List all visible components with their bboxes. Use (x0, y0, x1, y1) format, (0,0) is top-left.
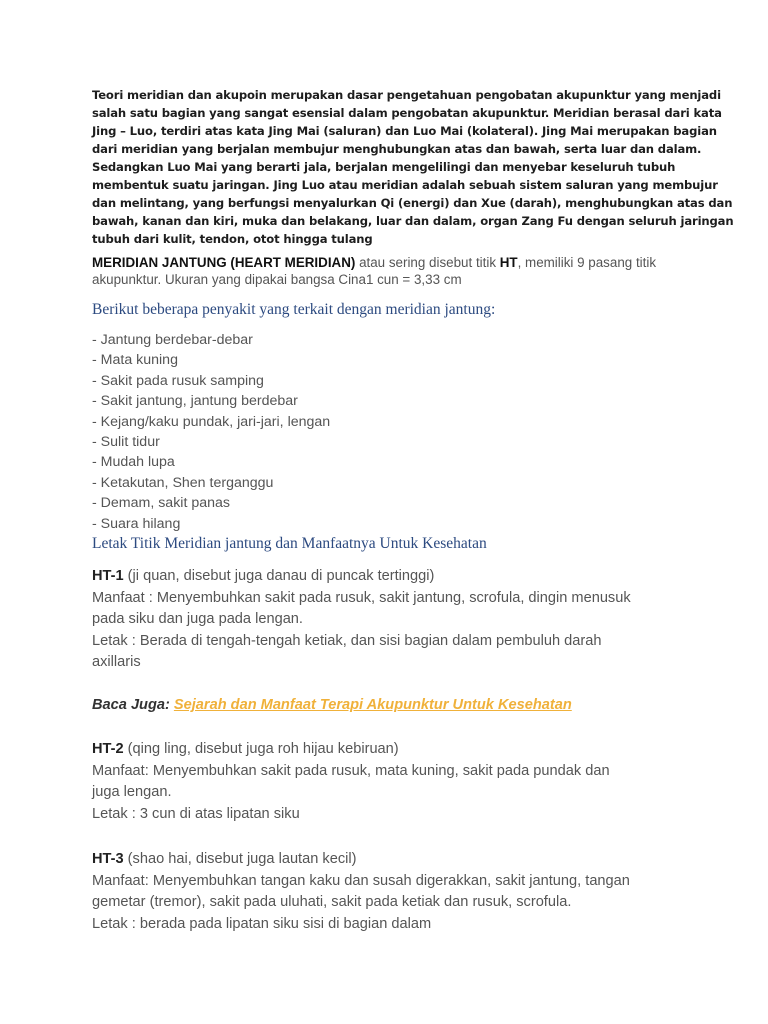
symptoms-heading: Berikut beberapa penyakit yang terkait dengan meridian jantung: (92, 301, 496, 318)
list-item: - Kejang/kaku pundak, jari-jari, lengan (92, 413, 331, 430)
baca-juga-label: Baca Juga: (92, 697, 170, 713)
list-item: - Suara hilang (92, 515, 181, 532)
ht1-letak: axillaris (92, 654, 141, 671)
ht1-code: HT-1 (92, 568, 124, 584)
list-item: - Demam, sakit panas (92, 495, 230, 512)
ht2-manfaat: Manfaat: Menyembuhkan sakit pada rusuk, mata kuning, sakit pada pundak dan (92, 762, 610, 779)
ht1-letak: Letak : Berada di tengah-tengah ketiak, dan sisi bagian dalam pembuluh darah (92, 632, 602, 649)
ht2-section (92, 739, 692, 825)
intro-line: salah satu bagian yang sangat esensial dalam pengobatan akupunktur. Meridian berasal dari kata (92, 106, 722, 120)
ht2-letak: Letak : 3 cun di atas lipatan siku (92, 805, 300, 822)
ht3-desc: (shao hai, disebut juga lautan kecil) (123, 851, 357, 867)
intro-line: Sedangkan Luo Mai yang berarti jala, berjalan mengelilingi dan menyebar keseluruh tubuh (92, 160, 676, 174)
intro-line: membentuk suatu jaringan. Jing Luo atau meridian adalah sebuah sistem saluran yang membujur (92, 178, 718, 192)
intro-line: Teori meridian dan akupoin merupakan dasar pengetahuan pengobatan akupunktur yang menjadi (92, 88, 721, 102)
ht3-manfaat: gemetar (tremor), sakit pada uluhati, sakit pada ketiak dan rusuk, scrofula. (92, 894, 572, 911)
list-item: - Ketakutan, Shen terganggu (92, 474, 274, 491)
ht1-desc: (ji quan, disebut juga danau di puncak tertinggi) (123, 568, 435, 584)
ht3-code: HT-3 (92, 851, 124, 867)
ht3-manfaat: Manfaat: Menyembuhkan tangan kaku dan susah digerakkan, sakit jantung, tangan (92, 872, 630, 889)
ht2-desc: (qing ling, disebut juga roh hijau kebiruan) (123, 741, 399, 757)
meridian-text: atau sering disebut titik (355, 255, 500, 270)
list-item: - Mudah lupa (92, 454, 175, 471)
baca-juga (92, 697, 572, 713)
ht2-code: HT-2 (92, 741, 124, 757)
intro-line: dari meridian yang berjalan membujur menghubungkan atas dan bawah, serta luar dan dalam. (92, 142, 702, 156)
intro-line: bawah, kanan dan kiri, muka dan belakang, luar dan dalam, organ Zang Fu dengan seluruh jaringan (92, 214, 734, 228)
ht3-letak: Letak : berada pada lipatan siku sisi di bagian dalam (92, 915, 432, 932)
intro-line: dan melintang, yang berfungsi menyalurkan Qi (energi) dan Xue (darah), menghubungkan atas dan (92, 196, 733, 210)
list-item: - Sulit tidur (92, 434, 160, 451)
list-item: - Jantung berdebar-debar (92, 332, 253, 348)
list-item: - Sakit pada rusuk samping (92, 372, 264, 389)
letak-heading: Letak Titik Meridian jantung dan Manfaatnya Untuk Kesehatan (92, 535, 487, 552)
related-article-link[interactable]: Sejarah dan Manfaat Terapi Akupunktur Untuk Kesehatan (173, 697, 572, 713)
ht3-section (92, 849, 692, 935)
ht1-manfaat: Manfaat : Menyembuhkan sakit pada rusuk, sakit jantung, scrofula, dingin menusuk (92, 589, 631, 606)
meridian-text: , memiliki 9 pasang titik akupunktur. Ukuran yang dipakai bangsa Cina1 cun = 3,33 cm (92, 255, 657, 287)
meridian-intro (92, 254, 692, 288)
meridian-title: MERIDIAN JANTUNG (HEART MERIDIAN) (92, 255, 356, 270)
ht1-manfaat: pada siku dan juga pada lengan. (92, 611, 303, 628)
meridian-code: HT (499, 255, 518, 270)
ht2-manfaat: juga lengan. (92, 784, 172, 801)
intro-line: tubuh dari kulit, tendon, otot hingga tulang (92, 232, 373, 246)
symptom-list (92, 330, 330, 534)
intro-paragraph (92, 86, 734, 248)
list-item: - Sakit jantung, jantung berdebar (92, 393, 298, 410)
ht1-section (92, 566, 692, 674)
list-item: - Mata kuning (92, 352, 178, 369)
intro-line: Jing – Luo, terdiri atas kata Jing Mai (saluran) dan Luo Mai (kolateral). Jing Mai merupakan bagian (92, 124, 717, 138)
